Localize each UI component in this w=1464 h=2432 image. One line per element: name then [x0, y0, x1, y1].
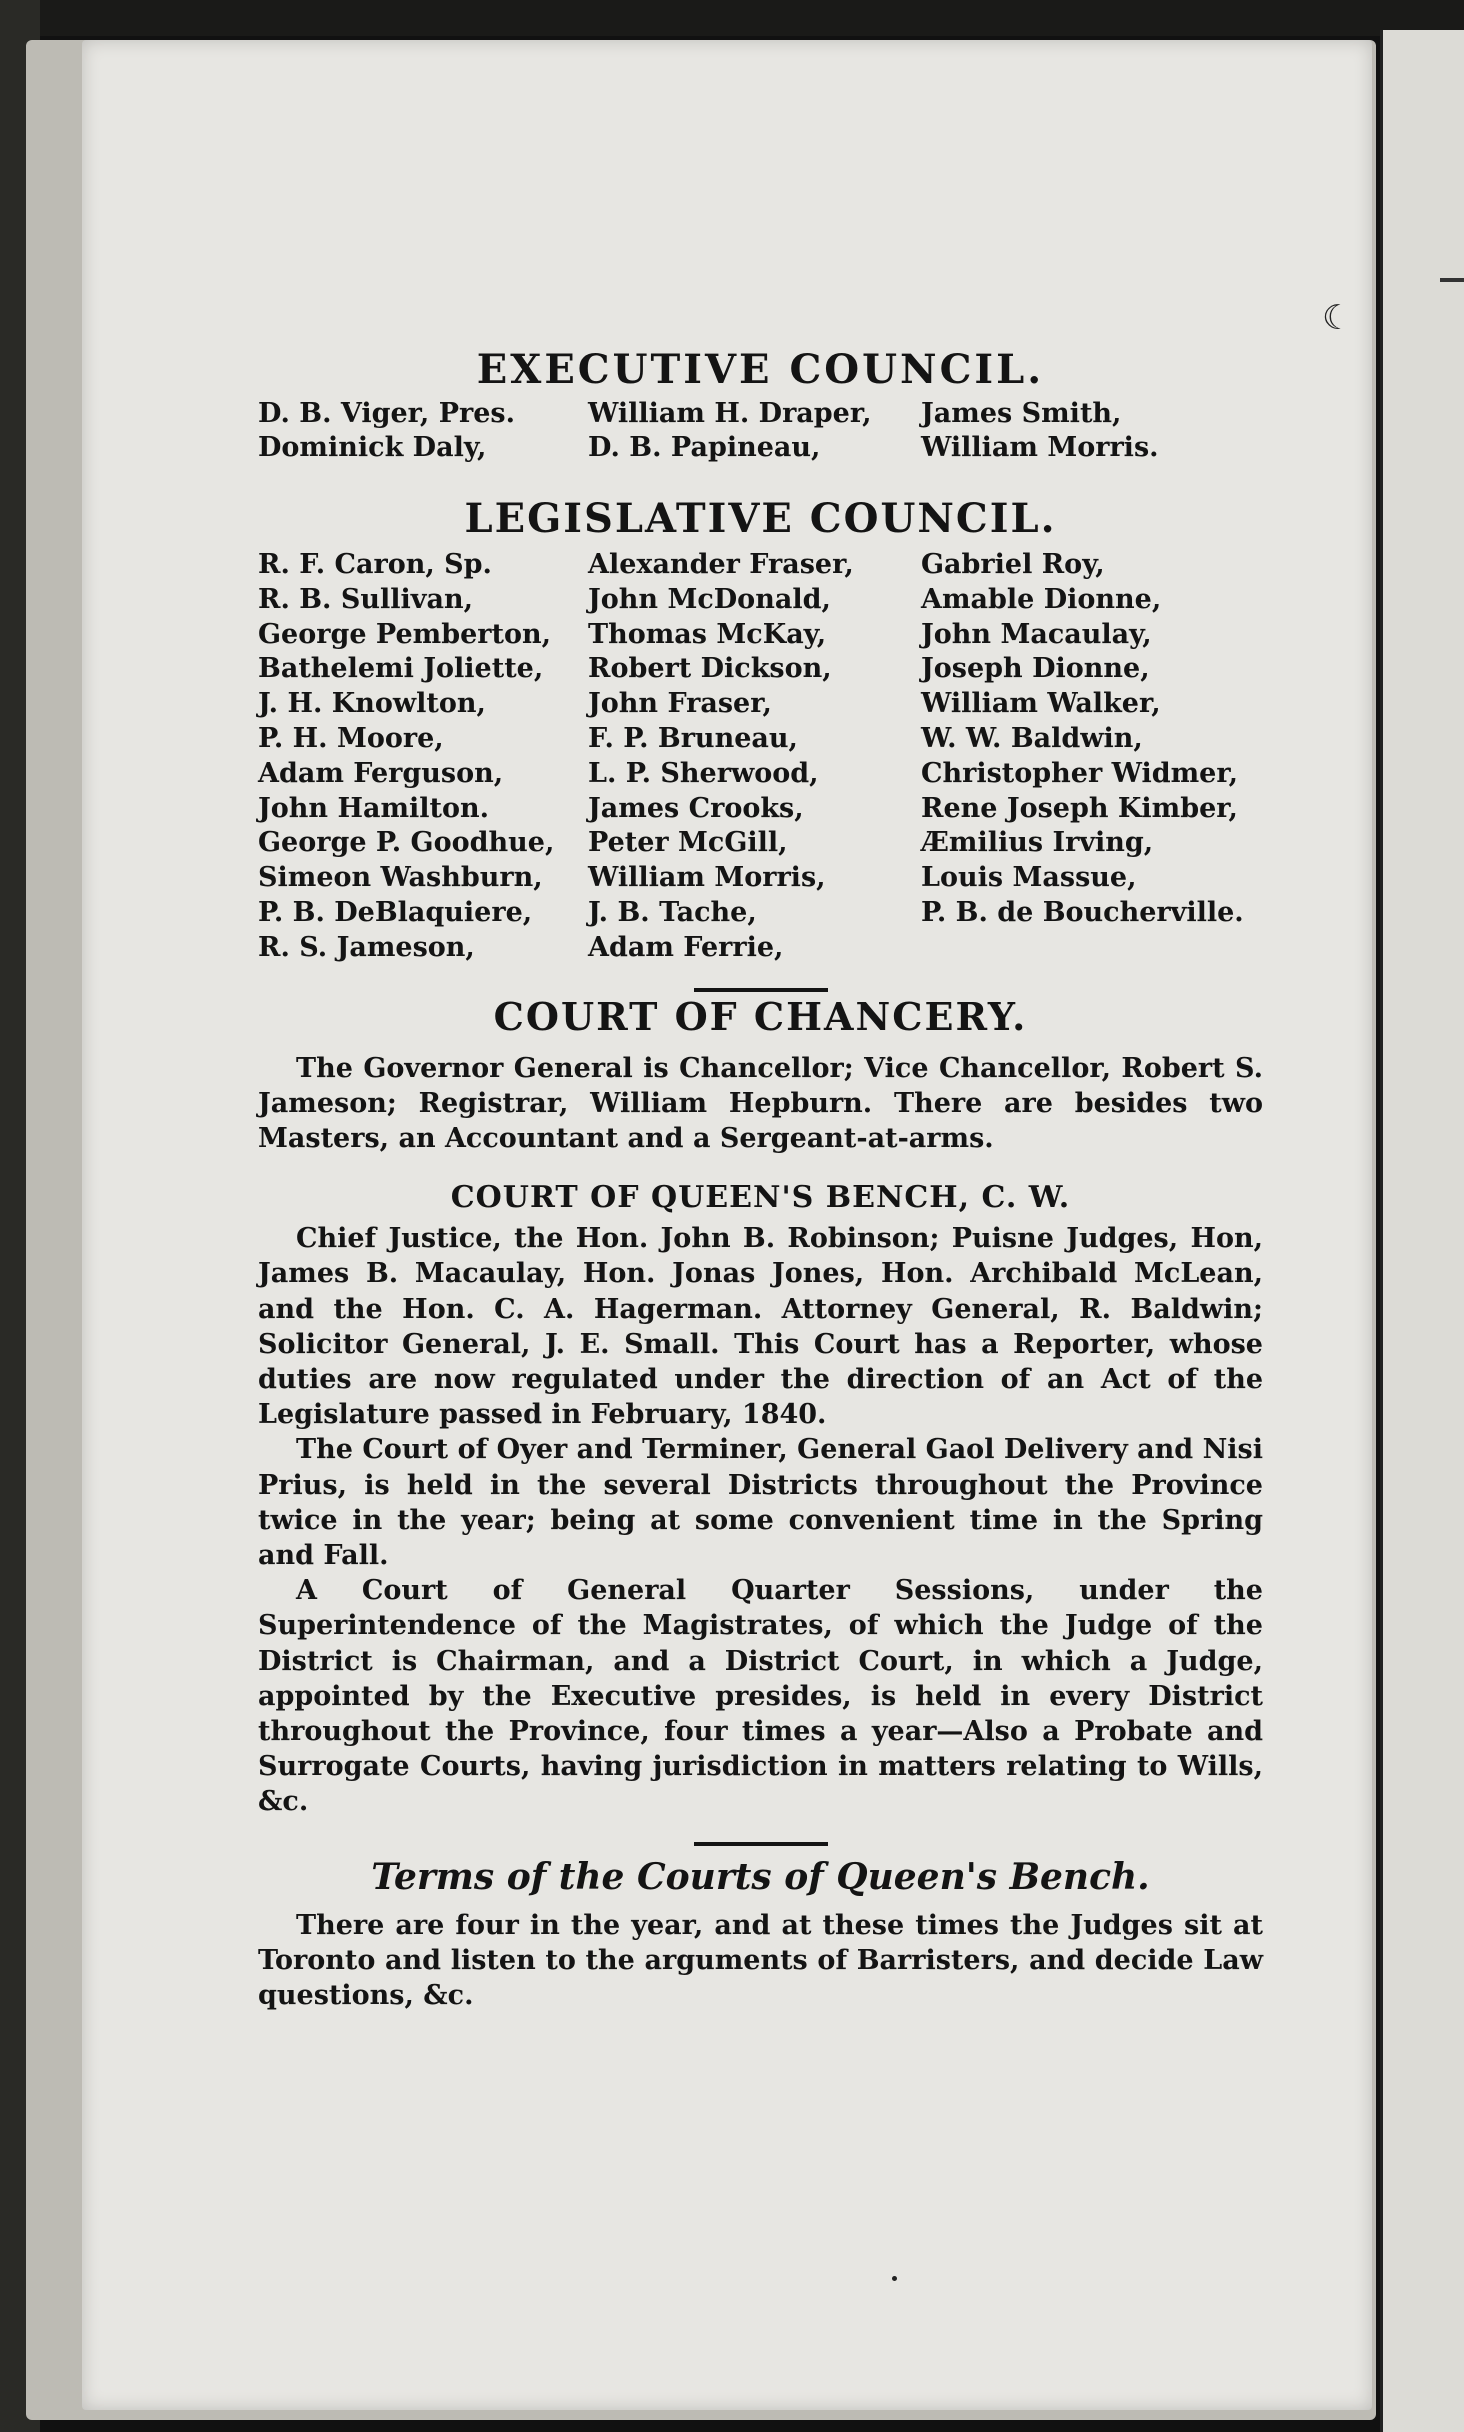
- facing-page: [1380, 30, 1464, 2432]
- member-name: Dominick Daly,: [258, 432, 487, 463]
- member-name: James Smith,: [921, 398, 1122, 429]
- queens-bench-heading: COURT OF QUEEN'S BENCH, C. W.: [450, 1180, 1071, 1216]
- member-name: R. B. Sullivan,: [258, 583, 473, 615]
- member-name: John Macaulay,: [921, 618, 1152, 650]
- legislative-council-heading: LEGISLATIVE COUNCIL.: [464, 495, 1057, 542]
- member-name: Alexander Fraser,: [588, 549, 854, 580]
- member-name: John Hamilton.: [258, 792, 490, 824]
- terms-paragraph: There are four in the year, and at these times the Judges sit at Toronto and listen to the arguments of Barristers, and decide Law questions, &c.: [258, 1909, 1263, 2012]
- member-name: George Pemberton,: [258, 618, 552, 650]
- member-name: Simeon Washburn,: [258, 862, 543, 894]
- member-name: P. B. DeBlaquiere,: [258, 896, 533, 928]
- member-name: Louis Massue,: [921, 862, 1137, 894]
- executive-council-members: [258, 397, 1263, 465]
- member-name: Joseph Dionne,: [921, 653, 1150, 685]
- member-name: William H. Draper,: [588, 398, 872, 429]
- member-name: John Fraser,: [588, 688, 772, 720]
- member-name: J. H. Knowlton,: [258, 688, 486, 720]
- facing-page-mark: [1440, 278, 1464, 282]
- member-name: William Morris,: [588, 862, 826, 894]
- member-name: George P. Goodhue,: [258, 827, 555, 859]
- section-divider: [694, 988, 828, 992]
- member-name: Gabriel Roy,: [921, 549, 1105, 580]
- member-name: John McDonald,: [588, 583, 831, 615]
- member-name: J. B. Tache,: [588, 896, 757, 928]
- member-name: Adam Ferguson,: [258, 757, 504, 789]
- chancery-paragraph: The Governor General is Chancellor; Vice Chancellor, Robert S. Jameson; Registrar, William Hepburn. There are besides two Masters, an Accountant and a Sergeant-at-arms.: [258, 1052, 1263, 1154]
- member-name: Robert Dickson,: [588, 653, 832, 685]
- member-name: William Walker,: [921, 688, 1161, 720]
- member-name: D. B. Viger, Pres.: [258, 398, 516, 429]
- member-name: Adam Ferrie,: [588, 931, 784, 963]
- member-name: Amable Dionne,: [921, 583, 1162, 615]
- member-name: R. S. Jameson,: [258, 931, 475, 963]
- member-name: F. P. Bruneau,: [588, 722, 798, 754]
- member-name: L. P. Sherwood,: [588, 757, 819, 789]
- queens-bench-paragraph-2: The Court of Oyer and Terminer, General Gaol Delivery and Nisi Prius, is held in the several Districts throughout the Province twice in the year; being at some convenient time in the Spring and Fall.: [258, 1434, 1263, 1571]
- section-divider: [694, 1842, 828, 1846]
- member-name: Rene Joseph Kimber,: [921, 792, 1238, 824]
- member-name: P. H. Moore,: [258, 722, 444, 754]
- queens-bench-paragraph-3: A Court of General Quarter Sessions, under the Superintendence of the Magistrates, of which the Judge of the District is Chairman, and a District Court, in which a Judge, appointed by the Executive presides, is held in every District throughout the Province, four times a year—Also a Probate and Surrogate Courts, having jurisdiction in matters relating to Wills, &c.: [258, 1575, 1263, 1818]
- page-foot-dot: [892, 2276, 897, 2281]
- page-content: [258, 346, 1263, 2013]
- page-corner-mark: ☾: [1322, 298, 1353, 338]
- member-name: William Morris.: [921, 432, 1159, 463]
- scan-frame-top: [0, 0, 1464, 36]
- member-name: Æmilius Irving,: [921, 827, 1154, 859]
- member-name: R. F. Caron, Sp.: [258, 549, 492, 580]
- terms-heading: Terms of the Courts of Queen's Bench.: [371, 1855, 1150, 1898]
- member-name: W. W. Baldwin,: [921, 722, 1143, 754]
- member-name: Thomas McKay,: [588, 618, 827, 650]
- legislative-council-members: [258, 548, 1263, 966]
- queens-bench-paragraph-1: Chief Justice, the Hon. John B. Robinson; Puisne Judges, Hon, James B. Macaulay, Hon. Jonas Jones, Hon. Archibald McLean, and the Hon. C. A. Hagerman. Attorney General, R. Baldwin; Solicitor General, J. E. Small. This Court has a Reporter, whose duties are now regulated under the direction of an Act of the Legislature passed in February, 1840.: [258, 1223, 1263, 1431]
- member-name: Christopher Widmer,: [921, 757, 1238, 789]
- member-name: D. B. Papineau,: [588, 432, 821, 463]
- member-name: Bathelemi Joliette,: [258, 653, 544, 685]
- executive-council-heading: EXECUTIVE COUNCIL.: [476, 346, 1045, 393]
- member-name: Peter McGill,: [588, 827, 788, 859]
- member-name: James Crooks,: [588, 792, 804, 824]
- chancery-heading: COURT OF CHANCERY.: [493, 993, 1028, 1039]
- member-name: P. B. de Boucherville.: [921, 896, 1244, 928]
- member-name: [921, 931, 1263, 966]
